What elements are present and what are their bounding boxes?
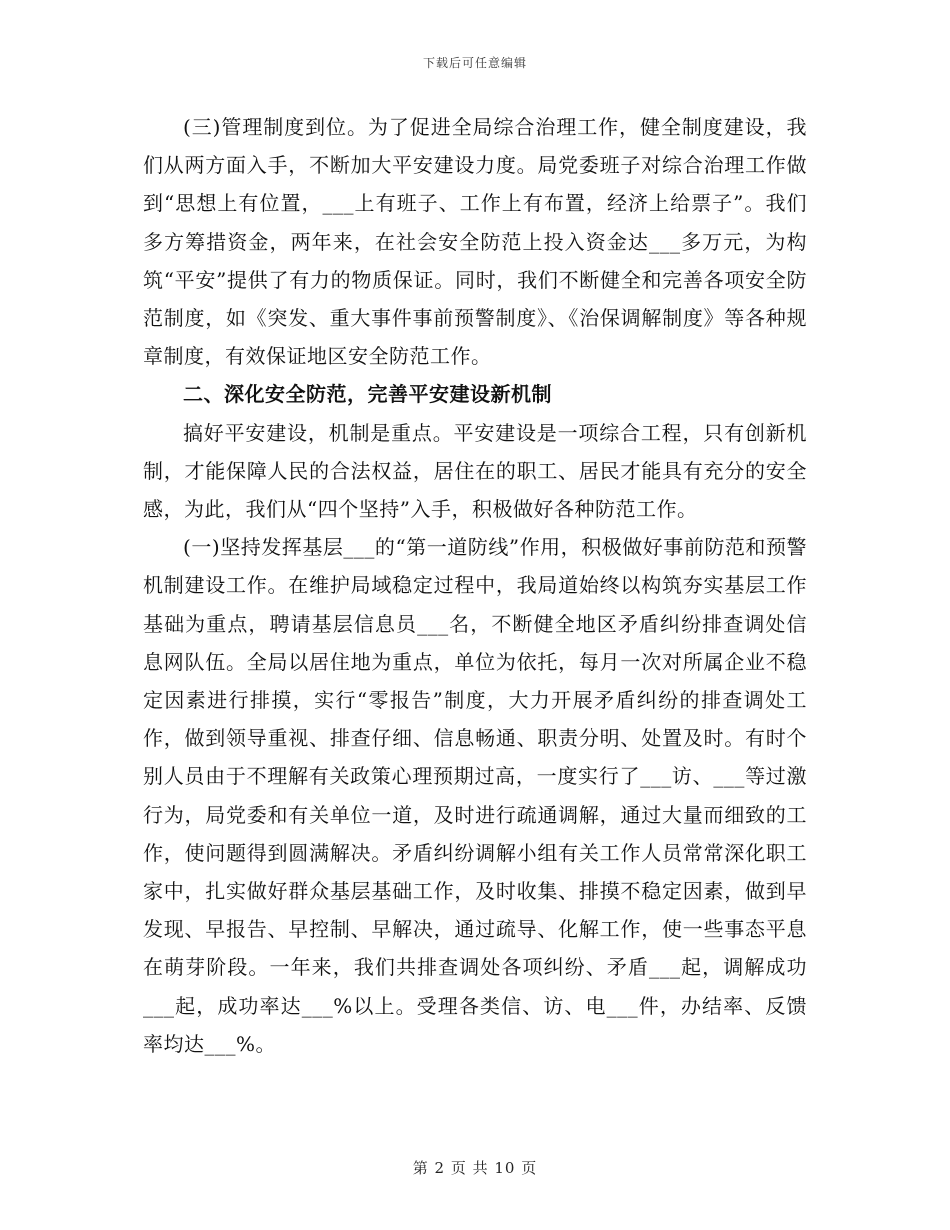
header-note: 下载后可任意编辑	[422, 56, 527, 70]
page-number: 第 2 页 共 10 页	[412, 1159, 538, 1177]
paragraph-grassroots: (一)坚持发挥基层___的“第一道防线”作用，积极做好事前防范和预警机制建设工作。在维护局域稳定过程中，我局道始终以构筑夯实基层工作基础为重点，聘请基层信息员___名，不断健全地区矛盾纠纷排查调处信息网队伍。全局以居住地为重点，单位为依托，每月一次对所属企业不稳定因素进行排摸，实行“零报告”制度，大力开展矛盾纠纷的排查调处工作，做到领导重视、排查仔细、信息畅通、职责分明、处置及时。有时个别人员由于不理解有关政策心理预期过高，一度实行了___访、___等过激行为，局党委和有关单位一道，及时进行疏通调解，通过大量而细致的工作，使问题得到圆满解决。矛盾纠纷调解小组有关工作人员常常深化职工家中，扎实做好群众基层基础工作，及时收集、排摸不稳定因素，做到早发现、早报告、早控制、早解决，通过疏导、化解工作，使一些事态平息在萌芽阶段。一年来，我们共排查调处各项纠纷、矛盾___起，调解成功___起，成功率达___%以上。受理各类信、访、电___件，办结率、反馈率均达___%。	[143, 535, 807, 1056]
paragraph-mechanism: 搞好平安建设，机制是重点。平安建设是一项综合工程，只有创新机制，才能保障人民的合法权益，居住在的职工、居民才能具有充分的安全感，为此，我们从“四个坚持”入手，积极做好各种防范工作。	[143, 420, 807, 522]
paragraph-management-system: (三)管理制度到位。为了促进全局综合治理工作，健全制度建设，我们从两方面入手，不断加大平安建设力度。局党委班子对综合治理工作做到“思想上有位置，___上有班子、工作上有布置，经济上给票子”。我们多方筹措资金，两年来，在社会安全防范上投入资金达___多万元，为构筑“平安”提供了有力的物质保证。同时，我们不断健全和完善各项安全防范制度，如《突发、重大事件事前预警制度》、《治保调解制度》等各种规章制度，有效保证地区安全防范工作。	[143, 115, 807, 369]
section-heading: 二、深化安全防范，完善平安建设新机制	[183, 382, 552, 407]
document-body	[143, 108, 807, 1063]
